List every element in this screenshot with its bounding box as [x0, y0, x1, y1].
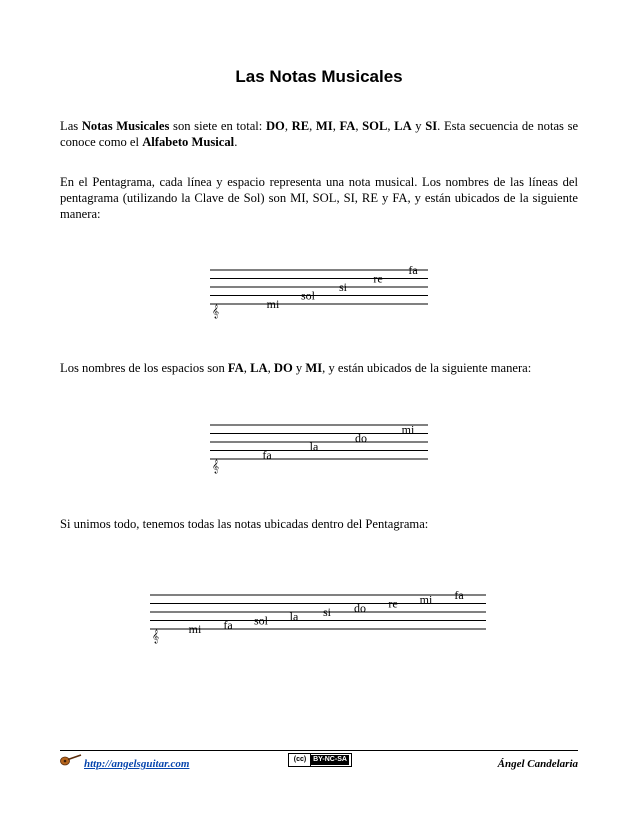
- text-segment: y: [292, 361, 306, 375]
- lines-paragraph: En el Pentagrama, cada línea y espacio representa una nota musical. Los nombres de las líneas del pentagrama (utilizando la Clave de Sol) son MI, SOL, SI, RE y FA, y están ubicados de la siguiente manera:: [60, 175, 578, 221]
- cc-logo: (cc): [290, 754, 311, 766]
- text-segment: ,: [332, 119, 340, 133]
- text-segment: ,: [309, 119, 316, 133]
- treble-clef-icon: 𝄞: [212, 459, 220, 473]
- text-segment: SOL: [362, 119, 388, 133]
- text-segment: ,: [267, 361, 274, 375]
- text-segment: LA: [394, 119, 412, 133]
- text-segment: FA: [339, 119, 356, 133]
- staff-all: [150, 575, 490, 655]
- line-note-label: mi: [266, 297, 280, 311]
- text-segment: son siete en total:: [169, 119, 266, 133]
- text-segment: DO: [265, 119, 285, 133]
- treble-clef-icon: 𝄞: [152, 629, 160, 643]
- text-segment: ,: [284, 119, 292, 133]
- note-label: re: [388, 596, 398, 611]
- text-segment: .: [234, 135, 238, 149]
- guitar-icon: [60, 754, 82, 766]
- staff-lines: [210, 250, 430, 330]
- footer-divider: [60, 750, 578, 751]
- text-segment: FA: [227, 361, 244, 375]
- note-label: do: [354, 600, 366, 615]
- website-link[interactable]: http://angelsguitar.com: [84, 758, 190, 770]
- space-note-label: do: [355, 430, 367, 445]
- space-note-label: fa: [262, 447, 272, 462]
- line-note-label: fa: [408, 263, 418, 277]
- text-segment: DO: [273, 361, 293, 375]
- combined-paragraph: Si unimos todo, tenemos todas las notas ubicadas dentro del Pentagrama:: [60, 517, 429, 531]
- note-label: fa: [223, 617, 233, 632]
- author-name: Ángel Candelaria: [497, 758, 578, 770]
- text-segment: , y están ubicados de la siguiente manera:: [322, 361, 532, 375]
- text-segment: RE: [291, 119, 310, 133]
- text-segment: ,: [355, 119, 363, 133]
- intro-paragraph: [60, 118, 578, 150]
- note-label: la: [289, 609, 299, 624]
- text-segment: MI: [305, 361, 323, 375]
- staff-spaces: [210, 405, 430, 485]
- note-label: mi: [188, 622, 202, 636]
- line-note-label: si: [338, 280, 348, 294]
- treble-clef-icon: 𝄞: [212, 304, 220, 318]
- note-label: sol: [253, 613, 269, 628]
- text-segment: . Esta secuencia de notas se conoce como el: [60, 119, 579, 149]
- page-title: Las Notas Musicales: [235, 67, 403, 86]
- text-segment: ,: [387, 119, 395, 133]
- line-note-label: re: [373, 271, 383, 286]
- space-note-label: mi: [401, 422, 415, 437]
- note-label: mi: [419, 592, 433, 607]
- note-label: si: [322, 605, 332, 619]
- creative-commons-badge[interactable]: [288, 753, 352, 767]
- text-segment: MI: [315, 119, 333, 133]
- line-note-label: sol: [300, 288, 316, 303]
- text-segment: ,: [243, 361, 251, 375]
- text-segment: SI: [425, 119, 438, 133]
- note-label: fa: [454, 588, 464, 602]
- footer: [60, 752, 578, 774]
- spaces-paragraph: [60, 360, 578, 376]
- space-note-label: la: [309, 439, 319, 454]
- cc-license-label: BY-NC-SA: [311, 755, 349, 765]
- text-segment: Los nombres de los espacios son: [60, 361, 228, 375]
- text-segment: Notas Musicales: [81, 119, 170, 133]
- text-segment: Las: [60, 119, 82, 133]
- text-segment: LA: [250, 361, 268, 375]
- text-segment: y: [411, 119, 426, 133]
- text-segment: Alfabeto Musical: [142, 135, 235, 149]
